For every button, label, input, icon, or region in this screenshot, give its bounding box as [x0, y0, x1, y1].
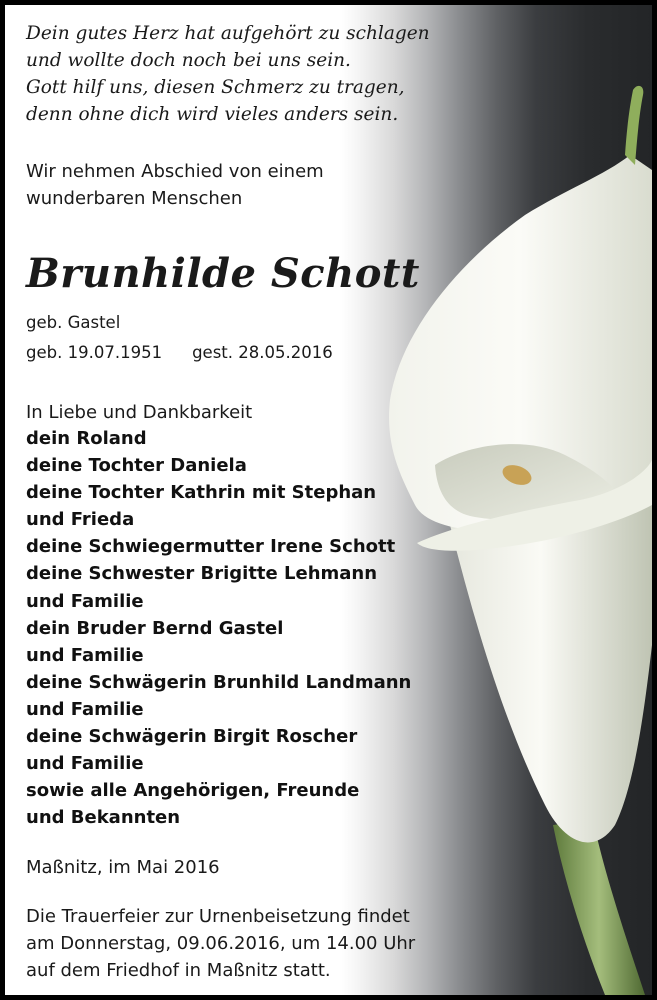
death-date: gest. 28.05.2016 [192, 343, 333, 362]
mourner-line: sowie alle Angehörigen, Freunde [26, 780, 360, 802]
mourner-line: und Familie [26, 698, 144, 720]
thanks-line: In Liebe und Dankbarkeit [26, 402, 253, 423]
poem-line: denn ohne dich wird vieles anders sein. [26, 104, 399, 125]
poem-line: Gott hilf uns, diesen Schmerz zu tragen, [26, 77, 405, 98]
mourner-line: und Familie [26, 644, 144, 666]
place-date: Maßnitz, im Mai 2016 [26, 857, 220, 878]
mourner-line: und Familie [26, 753, 144, 775]
mourner-line: und Familie [26, 590, 144, 612]
mourner-line: deine Schwester Brigitte Lehmann [26, 563, 378, 585]
maiden-name: geb. Gastel [26, 313, 121, 332]
mourner-line: dein Bruder Bernd Gastel [26, 617, 284, 639]
birth-date: geb. 19.07.1951 [26, 343, 163, 362]
intro-line: Wir nehmen Abschied von einem [26, 161, 324, 182]
mourner-line: und Frieda [26, 509, 135, 531]
intro-line: wunderbaren Menschen [26, 188, 243, 209]
mourner-line: dein Roland [26, 428, 147, 449]
mourner-line: und Bekannten [26, 807, 181, 829]
poem-line: und wollte doch noch bei uns sein. [26, 50, 351, 71]
funeral-info [26, 903, 415, 984]
mourner-line: deine Tochter Daniela [26, 455, 247, 477]
funeral-line: Die Trauerfeier zur Urnenbeisetzung findet [26, 906, 410, 927]
funeral-line: auf dem Friedhof in Maßnitz statt. [26, 960, 331, 981]
funeral-line: am Donnerstag, 09.06.2016, um 14.00 Uhr [26, 933, 416, 954]
mourner-line: deine Schwägerin Birgit Roscher [26, 726, 358, 748]
life-dates [26, 343, 333, 362]
mourner-line: deine Tochter Kathrin mit Stephan [26, 482, 377, 504]
mourner-line: deine Schwiegermutter Irene Schott [26, 536, 396, 558]
mourner-line: deine Schwägerin Brunhild Landmann [26, 671, 412, 693]
obituary-card [5, 5, 652, 995]
farewell-intro [26, 158, 324, 212]
deceased-name: Brunhilde Schott [26, 250, 420, 297]
poem-line: Dein gutes Herz hat aufgehört zu schlagen [26, 23, 430, 44]
poem [26, 20, 430, 128]
mourners-list [26, 425, 411, 831]
